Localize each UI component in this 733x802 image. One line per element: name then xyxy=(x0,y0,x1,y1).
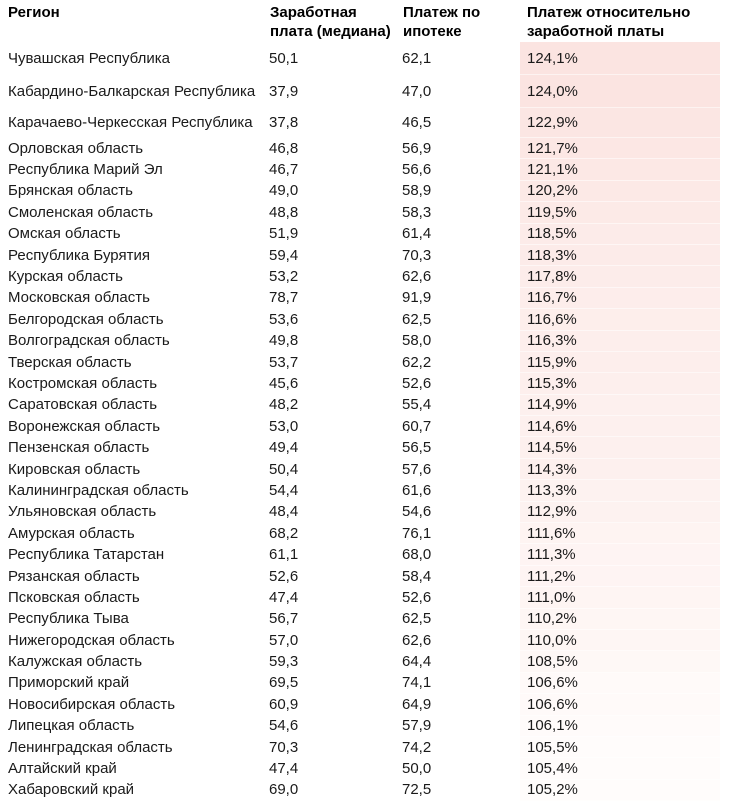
mortgage-cell: 52,6 xyxy=(402,588,432,606)
salary-cell: 54,4 xyxy=(269,481,299,499)
ratio-heatmap-cell: 105,5% xyxy=(520,737,720,758)
region-cell: Республика Тыва xyxy=(8,610,129,628)
table-row xyxy=(0,159,733,180)
ratio-heatmap-cell: 124,1% xyxy=(520,42,720,75)
table-row xyxy=(0,523,733,544)
table-row xyxy=(0,694,733,715)
salary-cell: 53,2 xyxy=(269,268,299,286)
salary-cell: 61,1 xyxy=(269,546,299,564)
mortgage-cell: 70,3 xyxy=(402,246,432,264)
ratio-heatmap-cell: 119,5% xyxy=(520,202,720,223)
region-cell: Липецкая область xyxy=(8,717,135,735)
salary-cell: 48,4 xyxy=(269,503,299,521)
table-row xyxy=(0,352,733,373)
region-cell: Республика Бурятия xyxy=(8,246,150,264)
ratio-heatmap-cell: 116,6% xyxy=(520,309,720,330)
ratio-heatmap-cell: 108,5% xyxy=(520,651,720,672)
region-cell: Омская область xyxy=(8,225,121,243)
table-row xyxy=(0,673,733,694)
salary-cell: 53,7 xyxy=(269,353,299,371)
mortgage-cell: 54,6 xyxy=(402,503,432,521)
region-cell: Белгородская область xyxy=(8,310,164,328)
table-row xyxy=(0,266,733,287)
salary-cell: 47,4 xyxy=(269,760,299,778)
ratio-heatmap-cell: 124,0% xyxy=(520,75,720,108)
ratio-heatmap-cell: 111,2% xyxy=(520,566,720,587)
table-row xyxy=(0,587,733,608)
ratio-heatmap-cell: 106,6% xyxy=(520,694,720,715)
region-cell: Тверская область xyxy=(8,353,132,371)
mortgage-cell: 74,1 xyxy=(402,674,432,692)
table-row xyxy=(0,395,733,416)
ratio-heatmap-cell: 117,8% xyxy=(520,266,720,287)
ratio-heatmap-cell: 121,1% xyxy=(520,159,720,180)
region-cell: Псковская область xyxy=(8,588,140,606)
mortgage-cell: 56,9 xyxy=(402,139,432,157)
ratio-heatmap-cell: 110,2% xyxy=(520,609,720,630)
region-cell: Алтайский край xyxy=(8,760,117,778)
region-cell: Курская область xyxy=(8,268,123,286)
salary-cell: 48,8 xyxy=(269,203,299,221)
salary-cell: 49,8 xyxy=(269,332,299,350)
region-cell: Карачаево-Черкесская Республика xyxy=(8,114,253,131)
table-row xyxy=(0,566,733,587)
table-row xyxy=(0,288,733,309)
region-cell: Приморский край xyxy=(8,674,130,692)
salary-cell: 50,1 xyxy=(269,49,299,67)
mortgage-cell: 68,0 xyxy=(402,546,432,564)
mortgage-cell: 57,6 xyxy=(402,460,432,478)
mortgage-cell: 62,6 xyxy=(402,268,432,286)
mortgage-cell: 58,3 xyxy=(402,203,432,221)
mortgage-cell: 62,2 xyxy=(402,353,432,371)
table-row xyxy=(0,630,733,651)
salary-cell: 69,0 xyxy=(269,781,299,799)
salary-cell: 57,0 xyxy=(269,631,299,649)
table-row xyxy=(0,202,733,223)
ratio-heatmap-cell: 113,3% xyxy=(520,480,720,501)
ratio-heatmap-cell: 121,7% xyxy=(520,138,720,159)
salary-cell: 59,4 xyxy=(269,246,299,264)
column-header-mortgage-payment: Платеж по ипотеке xyxy=(403,4,481,40)
ratio-heatmap-cell: 106,1% xyxy=(520,716,720,737)
salary-cell: 46,8 xyxy=(269,139,299,157)
table-row xyxy=(0,224,733,245)
table-row xyxy=(0,331,733,352)
ratio-heatmap-cell: 116,3% xyxy=(520,331,720,352)
region-cell: Кировская область xyxy=(8,460,141,478)
column-header-salary: Заработная плата (медиана) xyxy=(270,4,391,40)
mortgage-cell: 62,6 xyxy=(402,631,432,649)
mortgage-cell: 64,9 xyxy=(402,695,432,713)
table-row xyxy=(0,245,733,266)
salary-cell: 52,6 xyxy=(269,567,299,585)
region-cell: Московская область xyxy=(8,289,150,307)
region-cell: Рязанская область xyxy=(8,567,140,585)
table-row xyxy=(0,737,733,758)
salary-cell: 37,8 xyxy=(269,114,299,131)
ratio-heatmap-cell: 122,9% xyxy=(520,108,720,138)
mortgage-cell: 91,9 xyxy=(402,289,432,307)
salary-cell: 60,9 xyxy=(269,695,299,713)
region-cell: Чувашская Республика xyxy=(8,49,170,67)
mortgage-cell: 62,1 xyxy=(402,49,432,67)
region-cell: Нижегородская область xyxy=(8,631,175,649)
salary-cell: 46,7 xyxy=(269,161,299,179)
region-cell: Костромская область xyxy=(8,374,158,392)
ratio-heatmap-cell: 115,9% xyxy=(520,352,720,373)
table-row xyxy=(0,138,733,159)
salary-cell: 68,2 xyxy=(269,524,299,542)
column-header-payment-to-salary-ratio: Платеж относительно заработной платы xyxy=(527,4,691,40)
mortgage-cell: 72,5 xyxy=(402,781,432,799)
mortgage-cell: 61,4 xyxy=(402,225,432,243)
salary-cell: 56,7 xyxy=(269,610,299,628)
ratio-heatmap-cell: 106,6% xyxy=(520,673,720,694)
table-row xyxy=(0,502,733,523)
table-row xyxy=(0,416,733,437)
table-row xyxy=(0,716,733,737)
region-cell: Брянская область xyxy=(8,182,133,200)
mortgage-cell: 62,5 xyxy=(402,610,432,628)
ratio-heatmap-cell: 118,5% xyxy=(520,224,720,245)
mortgage-cell: 58,4 xyxy=(402,567,432,585)
table-row xyxy=(0,309,733,330)
salary-cell: 53,6 xyxy=(269,310,299,328)
ratio-heatmap-cell: 114,5% xyxy=(520,437,720,458)
table-row xyxy=(0,758,733,779)
mortgage-cell: 55,4 xyxy=(402,396,432,414)
region-cell: Амурская область xyxy=(8,524,135,542)
salary-cell: 37,9 xyxy=(269,82,299,100)
salary-cell: 45,6 xyxy=(269,374,299,392)
ratio-heatmap-cell: 112,9% xyxy=(520,502,720,523)
mortgage-cell: 58,0 xyxy=(402,332,432,350)
region-cell: Волгоградская область xyxy=(8,332,170,350)
table-row xyxy=(0,544,733,565)
salary-cell: 47,4 xyxy=(269,588,299,606)
mortgage-cell: 61,6 xyxy=(402,481,432,499)
table-row xyxy=(0,181,733,202)
table-row xyxy=(0,609,733,630)
ratio-heatmap-cell: 120,2% xyxy=(520,181,720,202)
ratio-heatmap-cell: 111,6% xyxy=(520,523,720,544)
region-cell: Республика Марий Эл xyxy=(8,161,163,179)
mortgage-cell: 56,6 xyxy=(402,161,432,179)
salary-cell: 48,2 xyxy=(269,396,299,414)
ratio-heatmap-cell: 105,2% xyxy=(520,780,720,801)
mortgage-cell: 57,9 xyxy=(402,717,432,735)
table-row xyxy=(0,437,733,458)
salary-cell: 70,3 xyxy=(269,738,299,756)
ratio-heatmap-cell: 110,0% xyxy=(520,630,720,651)
ratio-heatmap-cell: 114,3% xyxy=(520,459,720,480)
mortgage-cell: 47,0 xyxy=(402,82,432,100)
region-cell: Орловская область xyxy=(8,139,144,157)
mortgage-cell: 56,5 xyxy=(402,439,432,457)
table-row xyxy=(0,75,733,108)
mortgage-cell: 50,0 xyxy=(402,760,432,778)
region-cell: Смоленская область xyxy=(8,203,154,221)
region-cell: Хабаровский край xyxy=(8,781,135,799)
table-row xyxy=(0,651,733,672)
table-row xyxy=(0,459,733,480)
region-cell: Ленинградская область xyxy=(8,738,173,756)
table-row xyxy=(0,108,733,138)
region-cell: Пензенская область xyxy=(8,439,150,457)
region-cell: Республика Татарстан xyxy=(8,546,165,564)
ratio-heatmap-cell: 114,9% xyxy=(520,395,720,416)
region-cell: Ульяновская область xyxy=(8,503,157,521)
salary-cell: 54,6 xyxy=(269,717,299,735)
salary-cell: 59,3 xyxy=(269,653,299,671)
salary-cell: 53,0 xyxy=(269,417,299,435)
table-body xyxy=(0,42,733,801)
region-cell: Калининградская область xyxy=(8,481,189,499)
table-row xyxy=(0,780,733,801)
salary-cell: 69,5 xyxy=(269,674,299,692)
region-cell: Новосибирская область xyxy=(8,695,176,713)
region-cell: Калужская область xyxy=(8,653,143,671)
table-row xyxy=(0,480,733,501)
mortgage-cell: 60,7 xyxy=(402,417,432,435)
region-cell: Воронежская область xyxy=(8,417,161,435)
mortgage-cell: 52,6 xyxy=(402,374,432,392)
region-cell: Кабардино-Балкарская Республика xyxy=(8,82,256,100)
mortgage-cell: 76,1 xyxy=(402,524,432,542)
region-cell: Саратовская область xyxy=(8,396,158,414)
salary-cell: 49,4 xyxy=(269,439,299,457)
mortgage-cell: 74,2 xyxy=(402,738,432,756)
ratio-heatmap-cell: 105,4% xyxy=(520,758,720,779)
ratio-heatmap-cell: 111,3% xyxy=(520,544,720,565)
mortgage-cell: 64,4 xyxy=(402,653,432,671)
ratio-heatmap-cell: 118,3% xyxy=(520,245,720,266)
column-header-region: Регион xyxy=(8,4,60,21)
ratio-heatmap-cell: 116,7% xyxy=(520,288,720,309)
ratio-heatmap-cell: 114,6% xyxy=(520,416,720,437)
table-row xyxy=(0,42,733,75)
mortgage-cell: 46,5 xyxy=(402,114,432,131)
salary-cell: 51,9 xyxy=(269,225,299,243)
ratio-heatmap-cell: 111,0% xyxy=(520,587,720,608)
salary-cell: 78,7 xyxy=(269,289,299,307)
mortgage-cell: 58,9 xyxy=(402,182,432,200)
table-row xyxy=(0,373,733,394)
salary-cell: 50,4 xyxy=(269,460,299,478)
salary-cell: 49,0 xyxy=(269,182,299,200)
mortgage-cell: 62,5 xyxy=(402,310,432,328)
ratio-heatmap-cell: 115,3% xyxy=(520,373,720,394)
